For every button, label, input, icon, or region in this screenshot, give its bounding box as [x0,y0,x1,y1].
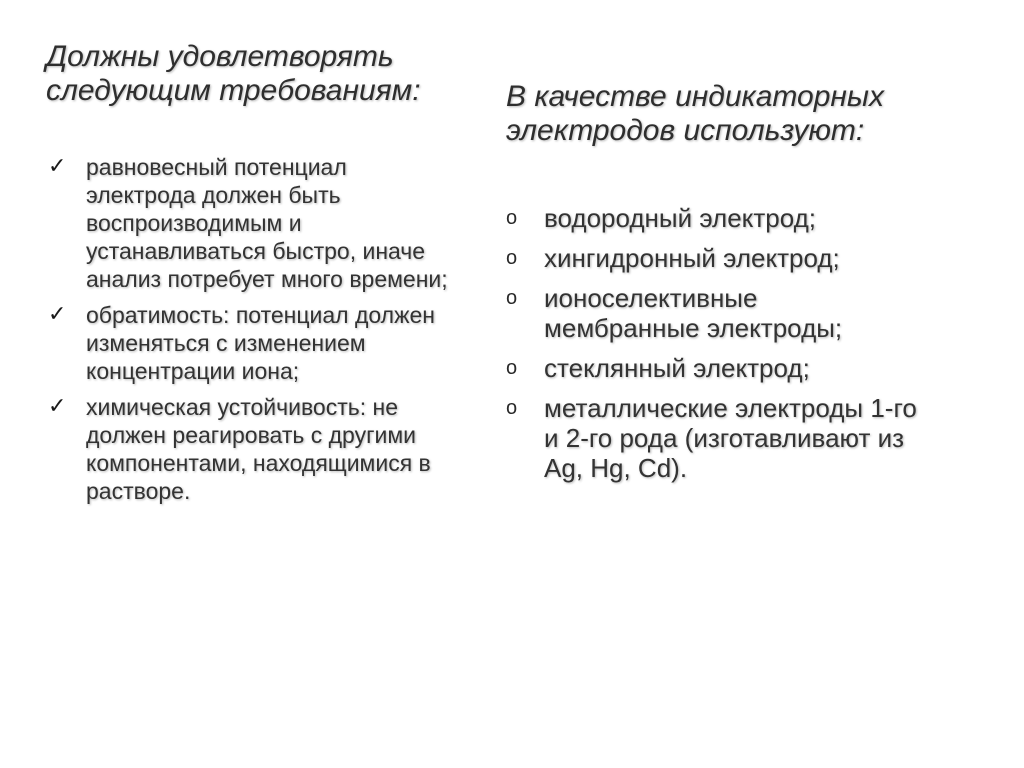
electrodes-heading-line1: В качестве индикаторных [506,80,884,113]
electrode-item [506,353,986,383]
electrode-item [506,393,986,483]
requirements-heading-line2: следующим требованиям: [46,74,421,107]
electrode-item [506,243,986,273]
circle-bullet-icon: o [506,357,518,379]
requirement-item [46,393,502,505]
circle-bullet-icon: o [506,287,518,309]
circle-bullet-icon: o [506,397,518,419]
electrodes-heading-line2: электродов используют: [506,114,865,147]
checkmark-icon: ✓ [48,394,67,419]
circle-bullet-icon: o [506,207,518,229]
requirements-heading-line1: Должны удовлетворять [46,40,394,73]
electrode-text: ионоселективные мембранные электроды; [544,283,843,343]
electrodes-column [506,80,986,493]
electrodes-list [506,203,986,483]
checkmark-icon: ✓ [48,302,67,327]
electrode-text: хингидронный электрод; [544,243,840,273]
requirement-item [46,301,502,385]
electrode-text: водородный электрод; [544,203,816,233]
requirement-text: химическая устойчивость: не должен реагировать с другими компонентами, находящимися в растворе. [86,394,431,504]
requirements-column [46,40,502,513]
electrodes-heading [506,80,986,148]
checkmark-icon: ✓ [48,154,67,179]
requirements-heading [46,40,502,108]
requirements-list [46,153,502,505]
circle-bullet-icon: o [506,247,518,269]
electrode-item [506,283,986,343]
requirement-item [46,153,502,293]
requirement-text: обратимость: потенциал должен изменяться с изменением концентрации иона; [86,302,435,384]
electrode-item [506,203,986,233]
electrode-text: стеклянный электрод; [544,353,810,383]
requirement-text: равновесный потенциал электрода должен быть воспроизводимым и устанавливаться быстро, иначе анализ потребует много времени; [86,154,448,292]
electrode-text: металлические электроды 1-го и 2-го рода (изготавливают из Ag, Hg, Cd). [544,393,917,483]
